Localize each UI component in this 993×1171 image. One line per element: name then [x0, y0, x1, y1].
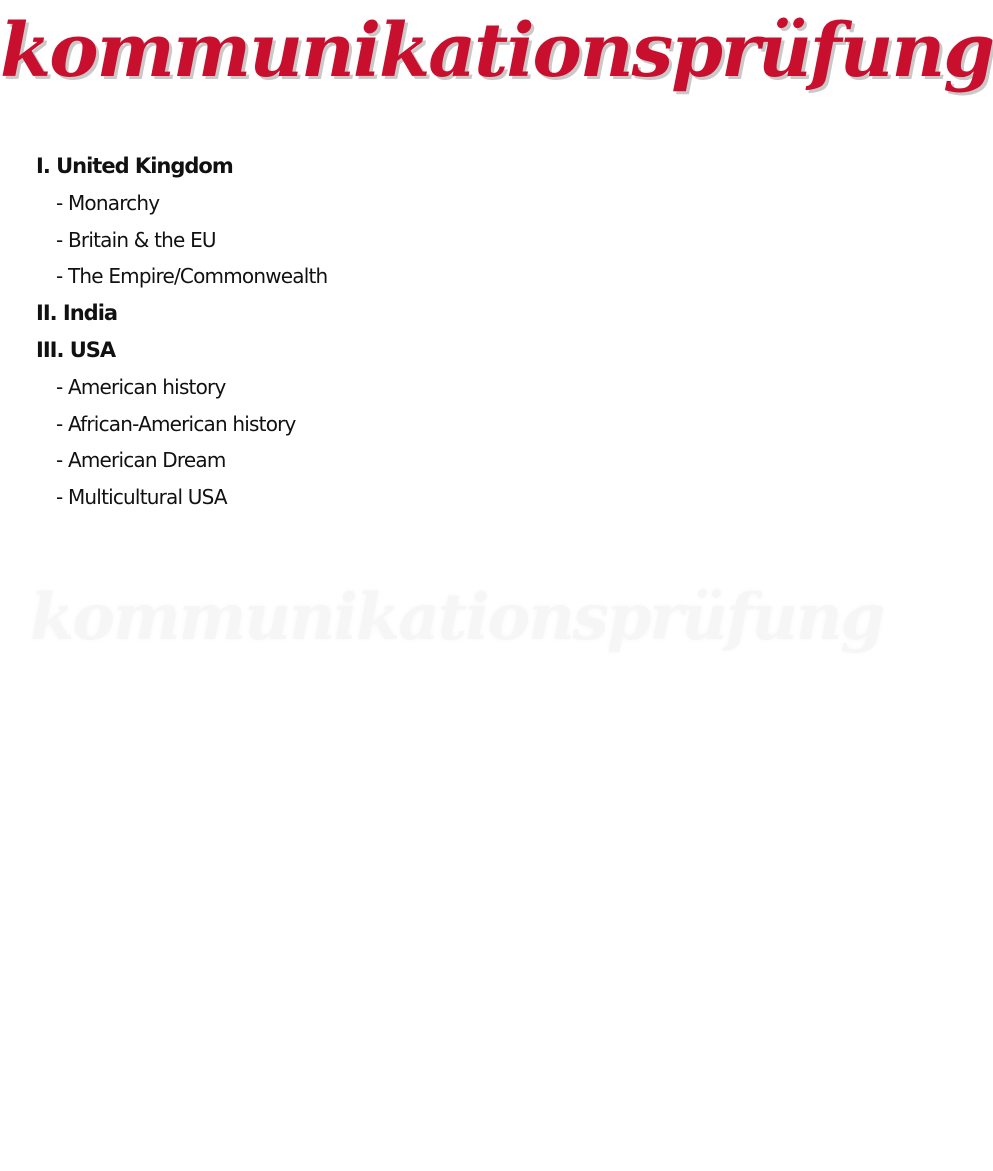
subtopic-item: - Monarchy [56, 191, 160, 215]
outline-section [36, 295, 796, 332]
subtopic-item: - Britain & the EU [56, 227, 216, 252]
section-heading: II. India [36, 301, 118, 326]
section-heading: I. United Kingdom [36, 154, 233, 178]
outline-section [36, 332, 796, 516]
page-title: kommunikationsprüfung [0, 8, 993, 94]
topic-outline [36, 148, 796, 516]
outline-section [36, 148, 796, 295]
subtopic-item: - American Dream [56, 448, 226, 473]
subtopic-list [36, 369, 796, 516]
subtopic-item: - African-American history [56, 411, 296, 436]
subtopic-list [36, 185, 796, 295]
watermark-text: kommunikationsprüfung [30, 580, 884, 655]
section-heading: III. USA [36, 338, 116, 363]
subtopic-item: - The Empire/Commonwealth [56, 264, 328, 289]
subtopic-item: - Multicultural USA [56, 485, 227, 510]
subtopic-item: - American history [56, 375, 226, 400]
